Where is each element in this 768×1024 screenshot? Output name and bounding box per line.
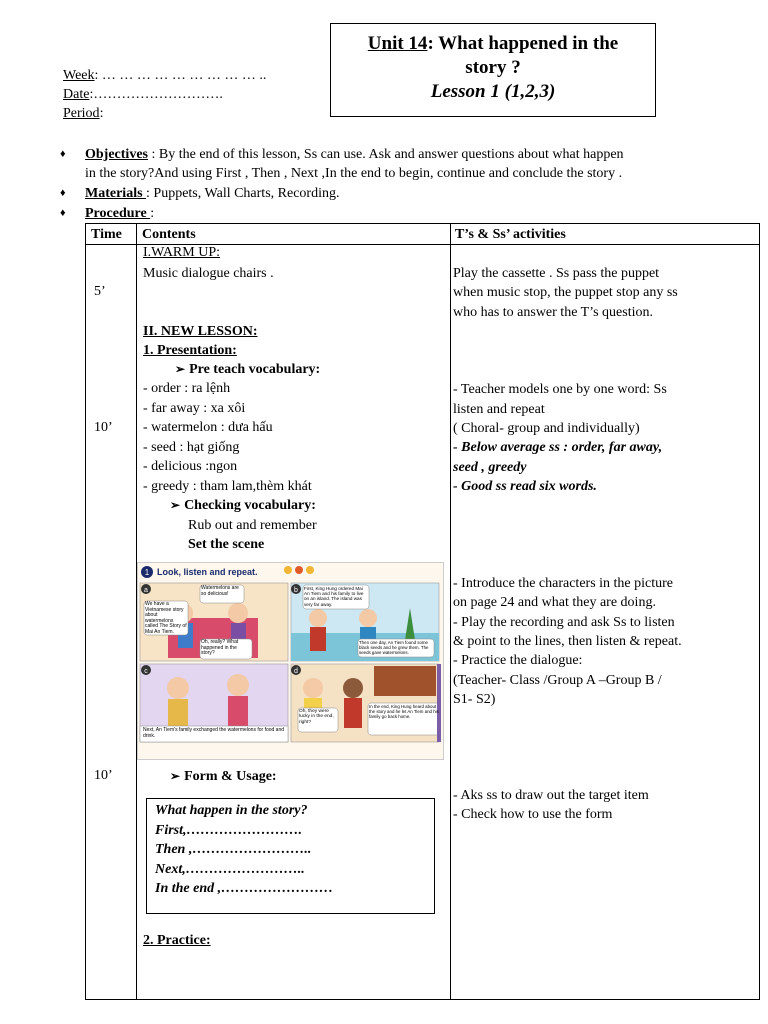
lesson-title: Lesson 1 (1,2,3) (430, 81, 556, 102)
arrow-bullet-icon: ➢ (170, 769, 181, 783)
rub-out-text: Rub out and remember (188, 518, 317, 533)
header-time: Time (91, 227, 122, 242)
activity-line: listen and repeat (453, 402, 545, 417)
title-line-1 (331, 32, 655, 56)
activity-line: Play the cassette . Ss pass the puppet (453, 266, 660, 281)
panel-letter: d (294, 668, 298, 675)
vocab-item: - greedy : tham lam,thèm khát (143, 479, 312, 494)
presentation-title: 1. Presentation: (143, 343, 237, 358)
activity-line: - Teacher models one by one word: Ss (453, 382, 667, 397)
warmup-text: Music dialogue chairs . (143, 266, 274, 281)
comic-illustration (137, 562, 444, 760)
activity-line: - Practice the dialogue: (453, 653, 583, 668)
speech-bubble: Oh, really? What happened in the story? (201, 639, 239, 657)
form-line: What happen in the story? (155, 803, 308, 818)
arrow-bullet-icon: ➢ (175, 362, 186, 376)
title-box (330, 23, 656, 117)
form-usage-heading: ➢ Form & Usage: (170, 769, 277, 784)
time-warmup: 5’ (94, 284, 106, 299)
diamond-bullet-icon: ♦ (60, 187, 66, 199)
activity-line: - Play the recording and ask Ss to listen (453, 615, 675, 630)
time-presentation: 10’ (94, 420, 113, 435)
activity-line: (Teacher- Class /Group A –Group B / (453, 673, 662, 688)
speech-bubble: In the end, King Hung heard about the story and he let An Tiem and his family go back home. (369, 704, 439, 719)
set-scene-heading: Set the scene (188, 537, 265, 552)
activity-line: ( Choral- group and individually) (453, 421, 640, 436)
checking-heading: ➢ Checking vocabulary: (170, 498, 316, 513)
form-line: Next,…………………….. (155, 862, 305, 877)
activity-line: on page 24 and what they are doing. (453, 595, 656, 610)
column-divider (450, 224, 451, 999)
new-lesson-title: II. NEW LESSON: (143, 324, 258, 339)
title-rest: : What happened in the (427, 33, 619, 54)
header-contents: Contents (142, 227, 196, 242)
speech-bubble: Oh, they were lucky in the end, right? (299, 709, 334, 725)
panel-letter: b (294, 587, 298, 594)
activity-line: - Check how to use the form (453, 807, 613, 822)
form-box (146, 798, 435, 914)
vocab-item: - seed : hạt giống (143, 440, 240, 455)
diamond-bullet-icon: ♦ (60, 207, 66, 219)
diamond-bullet-icon: ♦ (60, 148, 66, 160)
speech-bubble: Watermelons are so delicious! (201, 585, 239, 597)
activity-line-bold: - Good ss read six words. (453, 479, 597, 494)
period-line: Period: (63, 106, 104, 121)
header-activities: T’s & Ss’ activities (455, 227, 566, 242)
activity-line: S1- S2) (453, 692, 496, 707)
activity-line: & point to the lines, then listen & repeat. (453, 634, 682, 649)
vocab-item: - far away : xa xôi (143, 401, 246, 416)
speech-bubble: Then one day, An Tiem found some black seeds and he grew them. The seeds gave watermelons. (359, 640, 429, 655)
vocab-item: - watermelon : dưa hấu (143, 420, 273, 435)
activity-line: when music stop, the puppet stop any ss (453, 285, 678, 300)
form-line: First,……………………. (155, 823, 303, 838)
activity-line: - Introduce the characters in the picture (453, 576, 674, 591)
activity-line-bold: seed , greedy (453, 460, 527, 475)
panel-letter: c (144, 668, 148, 675)
activity-line: who has to answer the T’s question. (453, 305, 653, 320)
speech-bubble: First, King Hung ordered Mai An Tiem and his family to live on an island. The island was very far away. (304, 586, 364, 607)
vocab-item: - delicious :ngon (143, 459, 238, 474)
speech-bubble: We have a Vietnamese story about watermelons called The Story of Mai An Tiem. (145, 601, 187, 635)
form-line: In the end ,…………………… (155, 881, 334, 896)
activity-line: - Aks ss to draw out the target item (453, 788, 649, 803)
vocab-item: - order : ra lệnh (143, 381, 231, 396)
pre-teach-heading: ➢ Pre teach vocabulary: (175, 362, 321, 377)
warmup-title: I.WARM UP: (143, 245, 221, 260)
week-line: Week: … … … … … … … … … .. (63, 68, 267, 83)
comic-heading: Look, listen and repeat. (157, 567, 258, 577)
title-line-2: story ? (465, 57, 521, 78)
speech-bubble: Next, An Tiem's family exchanged the watermelons for food and drink. (143, 727, 285, 739)
form-line: Then ,…………………….. (155, 842, 312, 857)
arrow-bullet-icon: ➢ (170, 498, 181, 512)
time-form: 10’ (94, 768, 113, 783)
activity-line-bold: - Below average ss : order, far away, (453, 440, 663, 455)
comic-heading-number: 1 (144, 568, 150, 577)
unit-label: Unit 14 (367, 33, 428, 54)
practice-title: 2. Practice: (143, 933, 211, 948)
date-line: Date:………………………. (63, 87, 223, 102)
panel-letter: a (144, 587, 148, 594)
